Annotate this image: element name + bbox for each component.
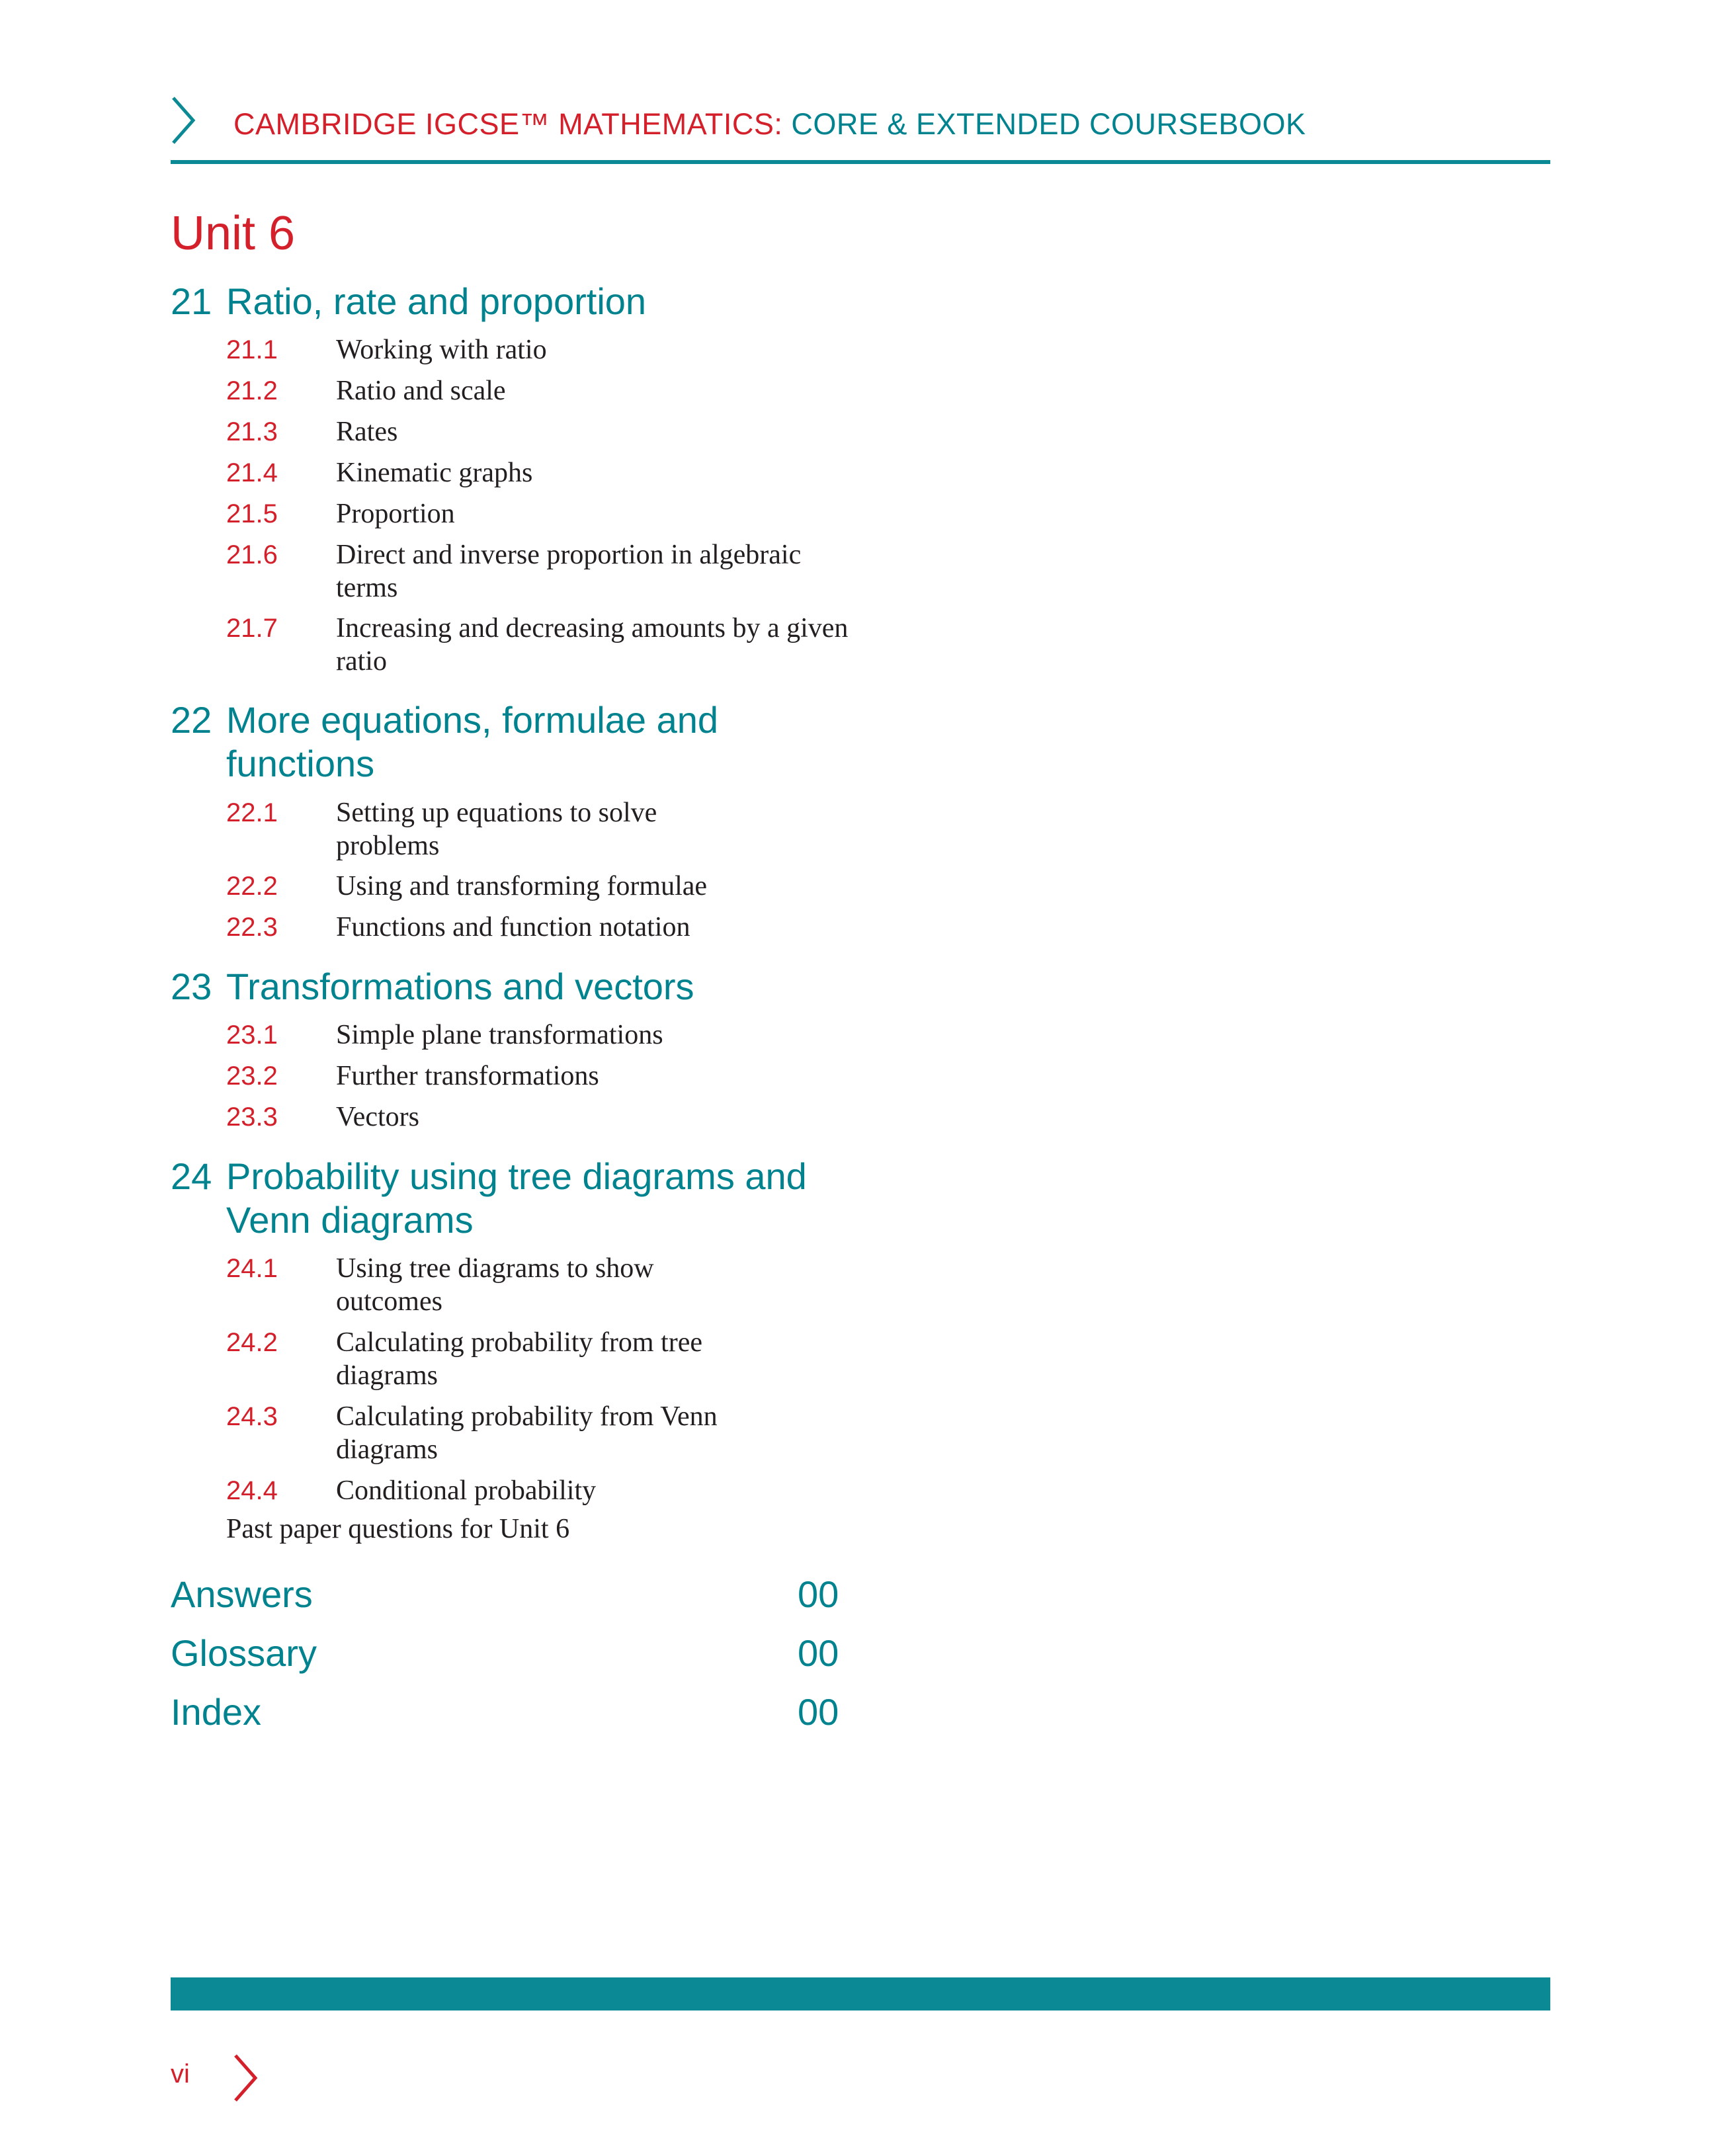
answers-link[interactable]: Answers [171, 1573, 313, 1615]
header-rule [171, 160, 1550, 164]
section-number: 22.1 [226, 798, 278, 827]
chapter-number: 24 [171, 1155, 212, 1197]
section-number: 21.3 [226, 417, 278, 446]
past-paper-questions[interactable]: Past paper questions for Unit 6 [226, 1514, 570, 1544]
chevron-right-icon [233, 2053, 259, 2103]
section-title: Kinematic graphs [336, 458, 533, 488]
glossary-page: 00 [798, 1632, 839, 1674]
section-number: 21.5 [226, 499, 278, 528]
section-title: Direct and inverse proportion in algebraic terms [336, 540, 802, 603]
section-number: 24.4 [226, 1476, 278, 1505]
section-title: Further transformations [336, 1061, 599, 1091]
section-title: Ratio and scale [336, 376, 506, 406]
section-title: Conditional probability [336, 1475, 597, 1506]
chapter-number: 22 [171, 699, 212, 741]
section-title: Setting up equations to solve problems [336, 798, 657, 861]
section-title: Using tree diagrams to show outcomes [336, 1253, 654, 1317]
book-title [233, 107, 1306, 142]
index-link[interactable]: Index [171, 1691, 261, 1733]
chapter-title: Transformations and vectors [226, 966, 694, 1007]
chapter-title: More equations, formulae and functions [226, 699, 718, 784]
section-number: 23.2 [226, 1061, 278, 1091]
chapter-title: Ratio, rate and proportion [226, 280, 647, 322]
section-number: 24.1 [226, 1254, 278, 1283]
section-number: 21.2 [226, 376, 278, 405]
chapter-number: 21 [171, 280, 212, 322]
section-title: Calculating probability from tree diagrams [336, 1327, 702, 1391]
section-number: 22.2 [226, 872, 278, 901]
chapter-title: Probability using tree diagrams and Venn diagrams [226, 1155, 807, 1241]
book-title-series: CAMBRIDGE IGCSE™ MATHEMATICS: [233, 107, 783, 141]
section-title: Vectors [336, 1102, 419, 1132]
section-title: Increasing and decreasing amounts by a given ratio [336, 613, 849, 677]
running-header [171, 93, 1550, 165]
unit-title: Unit 6 [171, 207, 296, 260]
section-number: 21.1 [226, 335, 278, 364]
index-page: 00 [798, 1691, 839, 1733]
section-title: Rates [336, 417, 398, 447]
chevron-right-icon [171, 95, 197, 145]
section-number: 23.1 [226, 1020, 278, 1050]
book-title-edition: CORE & EXTENDED COURSEBOOK [791, 107, 1306, 141]
section-number: 21.7 [226, 614, 278, 643]
section-title: Working with ratio [336, 335, 547, 365]
chapter-number: 23 [171, 966, 212, 1007]
section-title: Proportion [336, 499, 455, 529]
section-title: Functions and function notation [336, 912, 690, 942]
page-number: vi [171, 2059, 190, 2089]
glossary-link[interactable]: Glossary [171, 1632, 317, 1674]
section-number: 22.3 [226, 913, 278, 942]
section-title: Using and transforming formulae [336, 871, 708, 901]
section-number: 21.4 [226, 458, 278, 487]
footer-bar [171, 1977, 1550, 2011]
section-number: 21.6 [226, 540, 278, 569]
section-title: Calculating probability from Venn diagrams [336, 1401, 718, 1465]
section-number: 24.2 [226, 1328, 278, 1357]
section-number: 23.3 [226, 1102, 278, 1132]
answers-page: 00 [798, 1573, 839, 1615]
section-number: 24.3 [226, 1402, 278, 1431]
section-title: Simple plane transformations [336, 1020, 663, 1050]
